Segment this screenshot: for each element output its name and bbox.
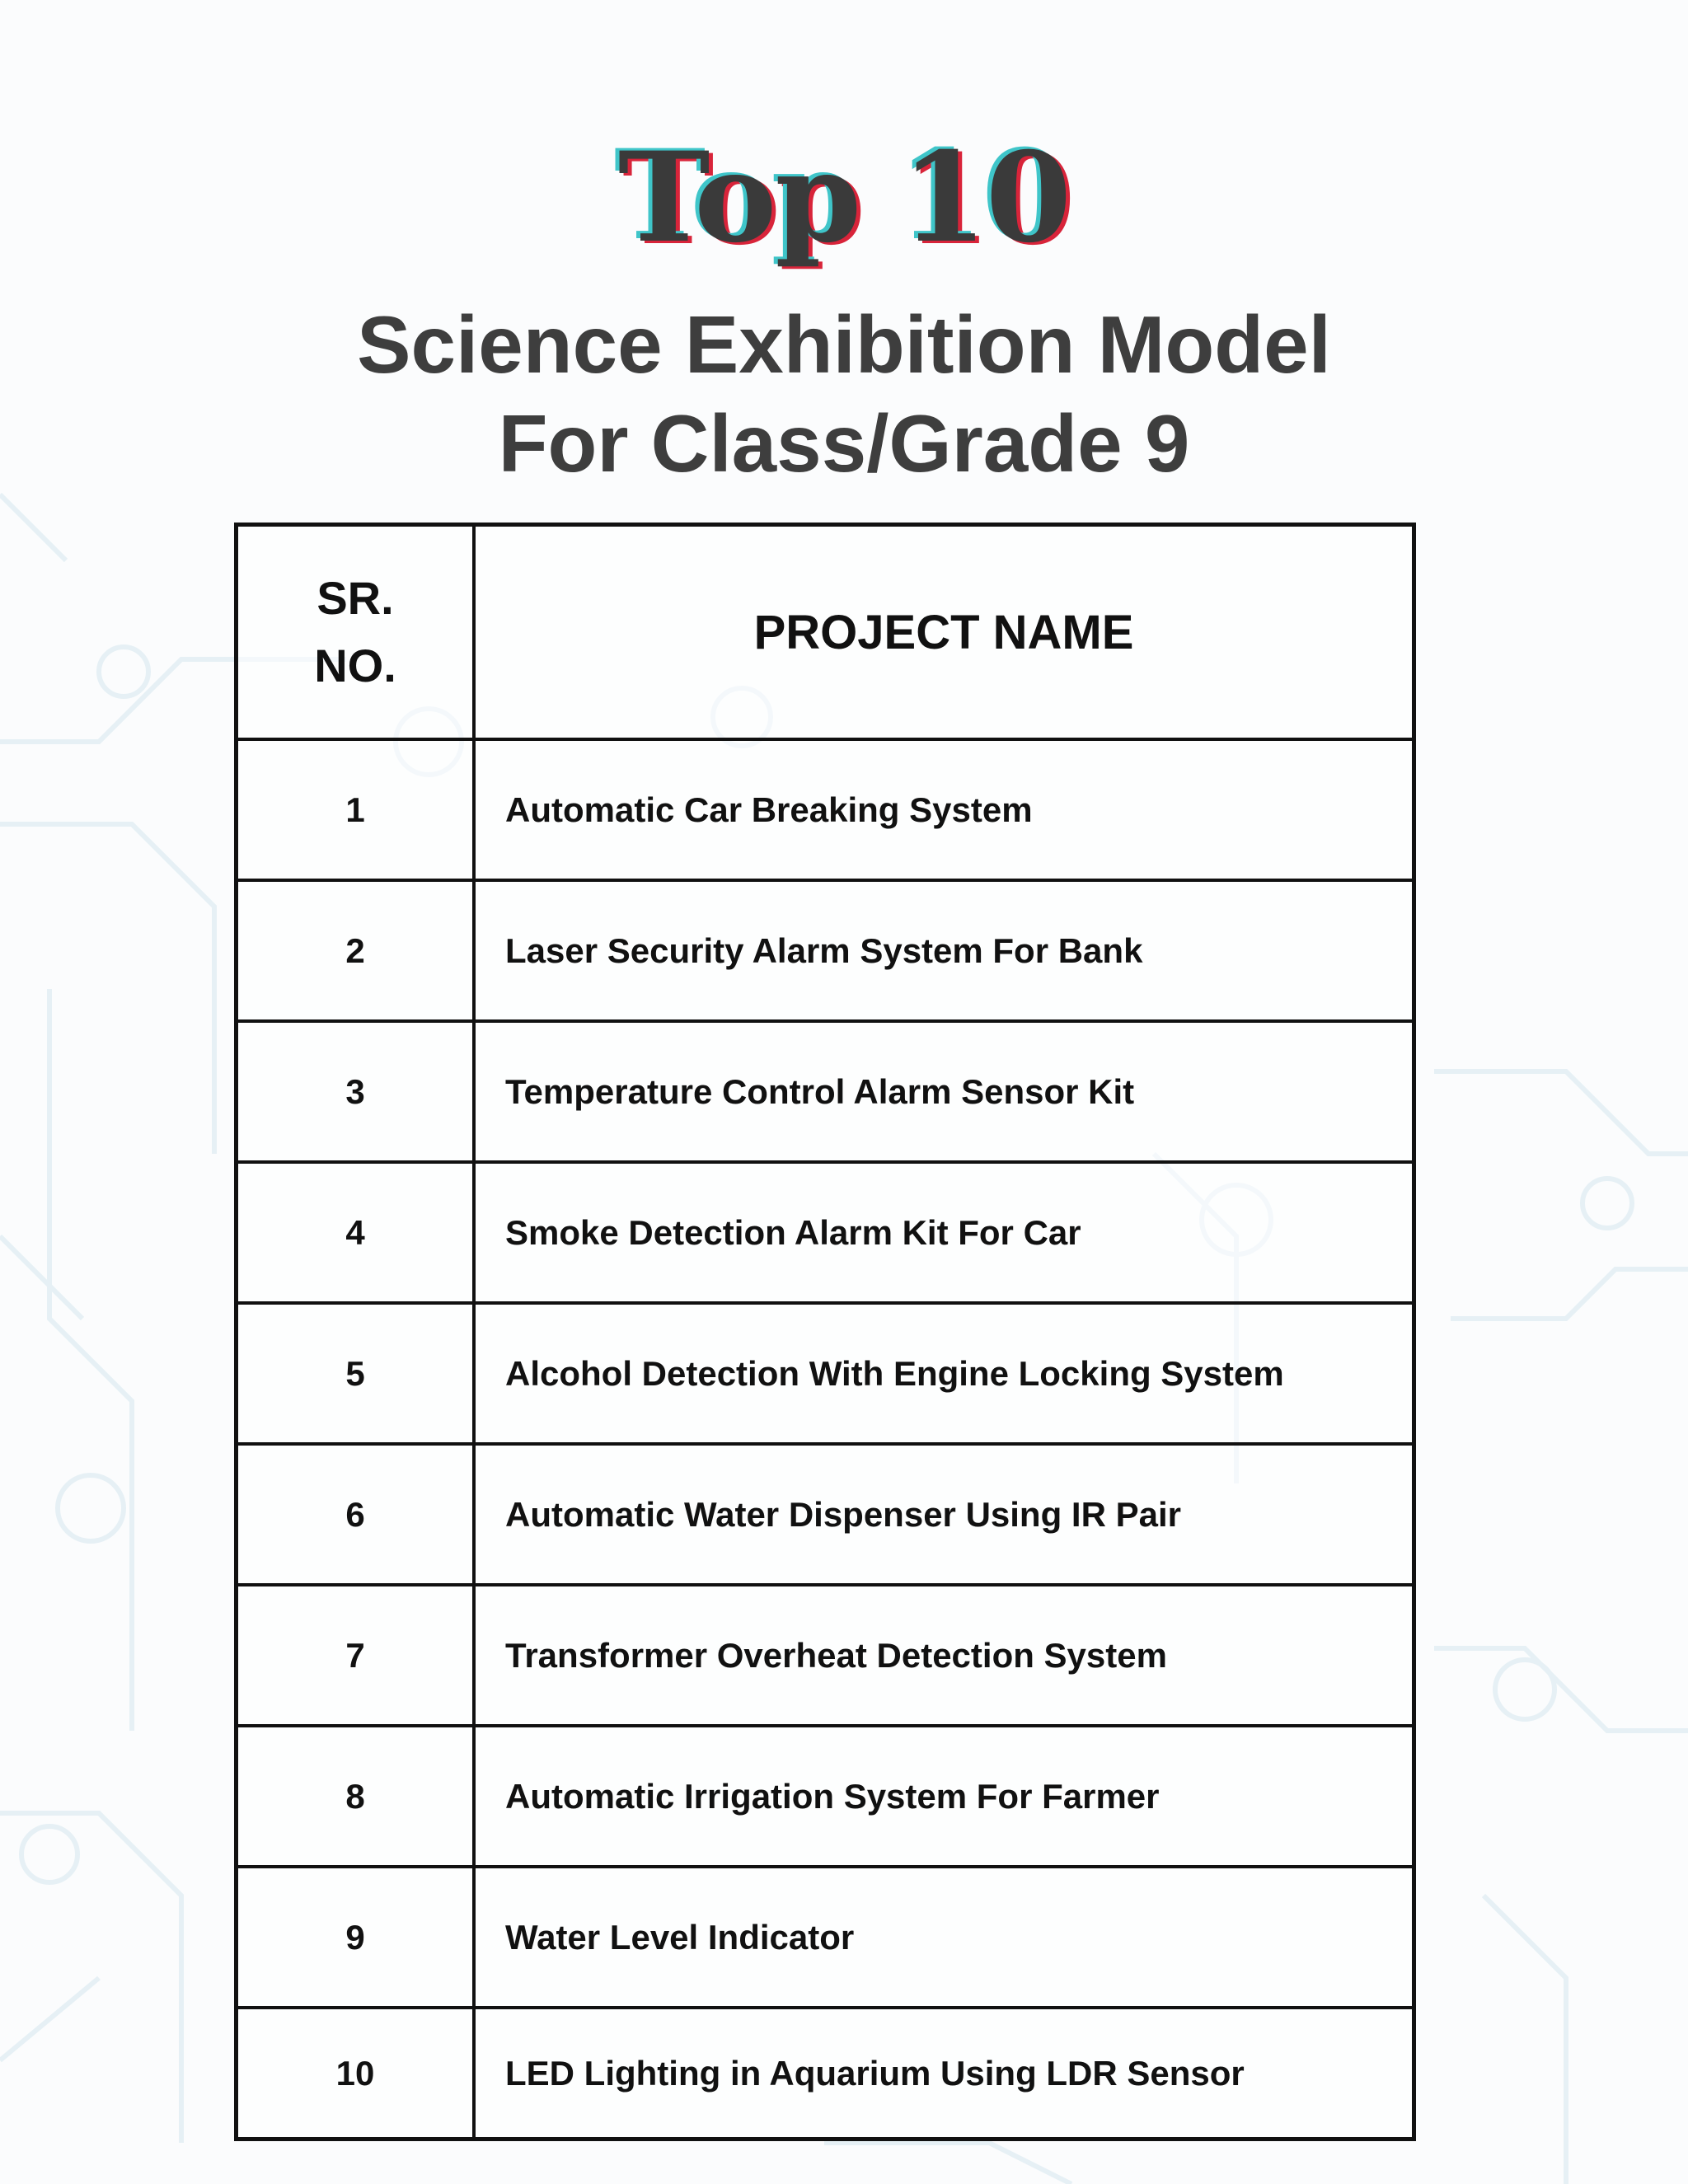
- row-number: 2: [238, 882, 476, 1019]
- row-project-name: Smoke Detection Alarm Kit For Car: [505, 1212, 1081, 1252]
- header-project-name: PROJECT NAME: [753, 605, 1134, 659]
- row-number: 3: [238, 1023, 476, 1160]
- row-project-name: Laser Security Alarm System For Bank: [505, 930, 1143, 970]
- table-row: [238, 1442, 1412, 1583]
- row-number: 10: [238, 2009, 476, 2137]
- row-project-name: Temperature Control Alarm Sensor Kit: [505, 1071, 1135, 1111]
- table-row: [238, 1865, 1412, 2006]
- row-number: 6: [238, 1446, 476, 1583]
- row-number: 1: [238, 741, 476, 879]
- row-number: 8: [238, 1727, 476, 1865]
- row-project-name: Automatic Water Dispenser Using IR Pair: [505, 1494, 1181, 1534]
- table-row: [238, 879, 1412, 1019]
- row-number: 5: [238, 1305, 476, 1442]
- subtitle-line-2: For Class/Grade 9: [498, 398, 1190, 489]
- table-row: [238, 1160, 1412, 1301]
- table-row: [238, 1583, 1412, 1724]
- row-project-name: Automatic Irrigation System For Farmer: [505, 1776, 1160, 1816]
- row-project-name: Alcohol Detection With Engine Locking System: [505, 1353, 1284, 1393]
- subtitle-line-1: Science Exhibition Model: [357, 299, 1331, 390]
- table-header-row: [238, 527, 1412, 738]
- table-row: [238, 1301, 1412, 1442]
- row-project-name: Transformer Overheat Detection System: [505, 1635, 1167, 1675]
- page-subtitle: [0, 295, 1688, 493]
- row-project-name: Automatic Car Breaking System: [505, 790, 1033, 829]
- header-sr-no: SR. NO.: [238, 527, 476, 738]
- table-row: [238, 1724, 1412, 1865]
- row-number: 7: [238, 1586, 476, 1724]
- row-project-name: LED Lighting in Aquarium Using LDR Sensor: [505, 2053, 1245, 2093]
- row-project-name: Water Level Indicator: [505, 1917, 855, 1957]
- page-title: Top 10: [617, 125, 1071, 270]
- table-row: [238, 2006, 1412, 2137]
- projects-table: [234, 523, 1416, 2141]
- row-number: 9: [238, 1868, 476, 2006]
- table-row: [238, 1019, 1412, 1160]
- row-number: 4: [238, 1164, 476, 1301]
- table-row: [238, 738, 1412, 879]
